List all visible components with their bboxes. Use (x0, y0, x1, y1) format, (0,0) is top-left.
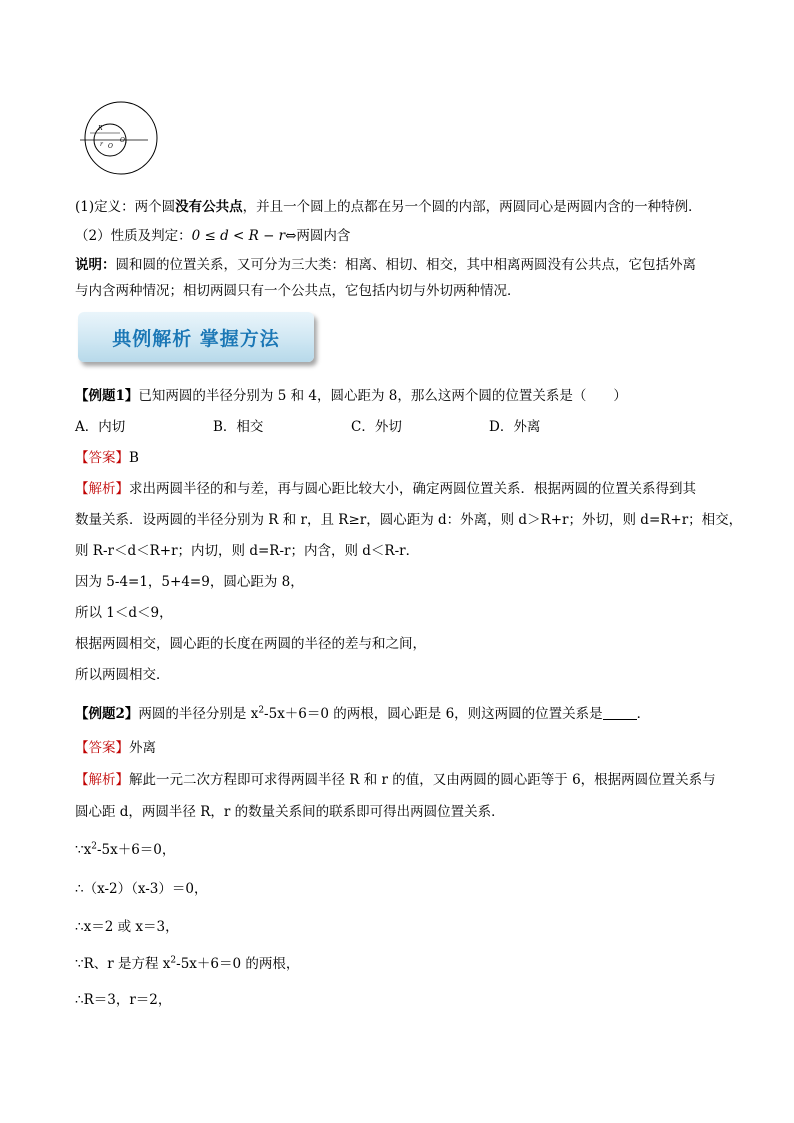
property-line (75, 226, 350, 246)
note-line-2 (75, 281, 521, 301)
example1-solution-3: 根据两圆相交，圆心距的长度在两圆的半径的差与和之间， (75, 636, 426, 652)
example2-question-a: 两圆的半径分别是 x (138, 706, 259, 722)
note-text-1: 圆和圆的位置关系，又可分为三大类：相离、相切、相交，其中相离两圆没有公共点，它包括外离 (115, 257, 696, 273)
example2-answer-label: 【答案】 (75, 740, 129, 756)
option-b: B．相交 (213, 419, 264, 435)
example2-step-4 (75, 954, 299, 974)
example2-analysis-label: 【解析】 (75, 772, 129, 788)
note-label: 说明： (75, 257, 116, 273)
option-d: D．外离 (489, 419, 541, 435)
label-R: R (98, 125, 103, 132)
example1-answer (75, 448, 139, 468)
example2-label: 【例题2】 (75, 706, 139, 722)
example2-step-2: ∴（x-2）（x-3）＝0， (75, 881, 208, 897)
step4-a: ∵R、r 是方程 x (75, 956, 171, 972)
label-O: O (108, 143, 113, 150)
section-banner (78, 312, 314, 362)
example1-analysis-1 (75, 479, 696, 499)
example2-analysis-1 (75, 770, 716, 790)
example1-options (75, 417, 627, 437)
note-text-2: 与内含两种情况；相切两圆只有一个公共点，它包括内切与外切两种情况． (75, 283, 521, 299)
definition-suffix: ，并且一个圆上的点都在另一个圆的内部，两圆同心是两圆内含的一种特例． (242, 199, 702, 215)
example2-question (75, 704, 650, 724)
example2-step-3: ∴x＝2 或 x＝3， (75, 919, 179, 935)
example2-question-end: ． (636, 706, 651, 722)
example1-solution-4: 所以两圆相交． (75, 667, 170, 683)
example1-solution-2: 所以 1＜d＜9， (75, 605, 173, 621)
example2-answer-value: 外离 (129, 740, 156, 756)
step1-a: ∵x (75, 842, 92, 858)
containment-figure (78, 100, 164, 176)
example1-analysis-2 (75, 510, 742, 530)
definition-prefix: (1)定义：两个圆 (75, 199, 176, 215)
example1-answer-value: B (129, 450, 139, 466)
example1-analysis-3 (75, 541, 419, 561)
example1-analysis-label: 【解析】 (75, 481, 129, 497)
example1-question (75, 386, 627, 406)
step1-sup: 2 (91, 841, 97, 852)
label-O1: O1 (120, 137, 128, 144)
example1-solution-1: 因为 5-4=1，5+4=9，圆心距为 8， (75, 574, 304, 590)
property-formula: 0 ≤ d < R − r (191, 228, 286, 244)
example2-analysis-text-1: 解此一元二次方程即可求得两圆半径 R 和 r 的值，又由两圆的圆心距等于 6，根据两圆位置关系与 (129, 772, 716, 788)
property-suffix: ⇔两圆内含 (285, 228, 351, 244)
example1-answer-label: 【答案】 (75, 450, 129, 466)
definition-bold: 没有公共点 (175, 199, 243, 215)
property-prefix: （2）性质及判定： (75, 228, 192, 244)
option-a: A．内切 (75, 419, 126, 435)
example2-question-sup: 2 (258, 705, 265, 716)
definition-line (75, 197, 702, 217)
label-r: r (100, 141, 103, 148)
example1-analysis-text-2: 数量关系．设两圆的半径分别为 R 和 r，且 R≥r，圆心距为 d：外离，则 d＞R+r；外切，则 d=R+r；相交， (75, 512, 743, 528)
answer-blank (603, 705, 637, 720)
step4-b: -5x＋6＝0 的两根， (176, 956, 300, 972)
example2-answer (75, 738, 156, 758)
banner-title: 典例解析 掌握方法 (112, 327, 280, 350)
option-c: C．外切 (351, 419, 402, 435)
example2-step-1 (75, 840, 175, 860)
example1-analysis-text-1: 求出两圆半径的和与差，再与圆心距比较大小，确定两圆位置关系．根据两圆的位置关系得到其 (129, 481, 696, 497)
example1-analysis-text-3: 则 R-r＜d＜R+r；内切，则 d=R-r；内含，则 d＜R-r． (75, 543, 420, 559)
example1-label: 【例题1】 (75, 388, 139, 404)
step4-sup: 2 (170, 955, 177, 966)
step1-b: -5x＋6＝0， (96, 842, 176, 858)
example2-analysis-text-2: 圆心距 d，两圆半径 R，r 的数量关系间的联系即可得出两圆位置关系． (75, 804, 505, 820)
note-line-1 (75, 255, 696, 275)
example1-question-text: 已知两圆的半径分别为 5 和 4，圆心距为 8，那么这两个圆的位置关系是（ ） (138, 388, 627, 404)
example2-step-5: ∴R＝3，r＝2， (75, 992, 172, 1008)
example2-question-b: -5x＋6＝0 的两根，圆心距是 6，则这两圆的位置关系是 (264, 706, 603, 722)
example2-analysis-2 (75, 802, 505, 822)
